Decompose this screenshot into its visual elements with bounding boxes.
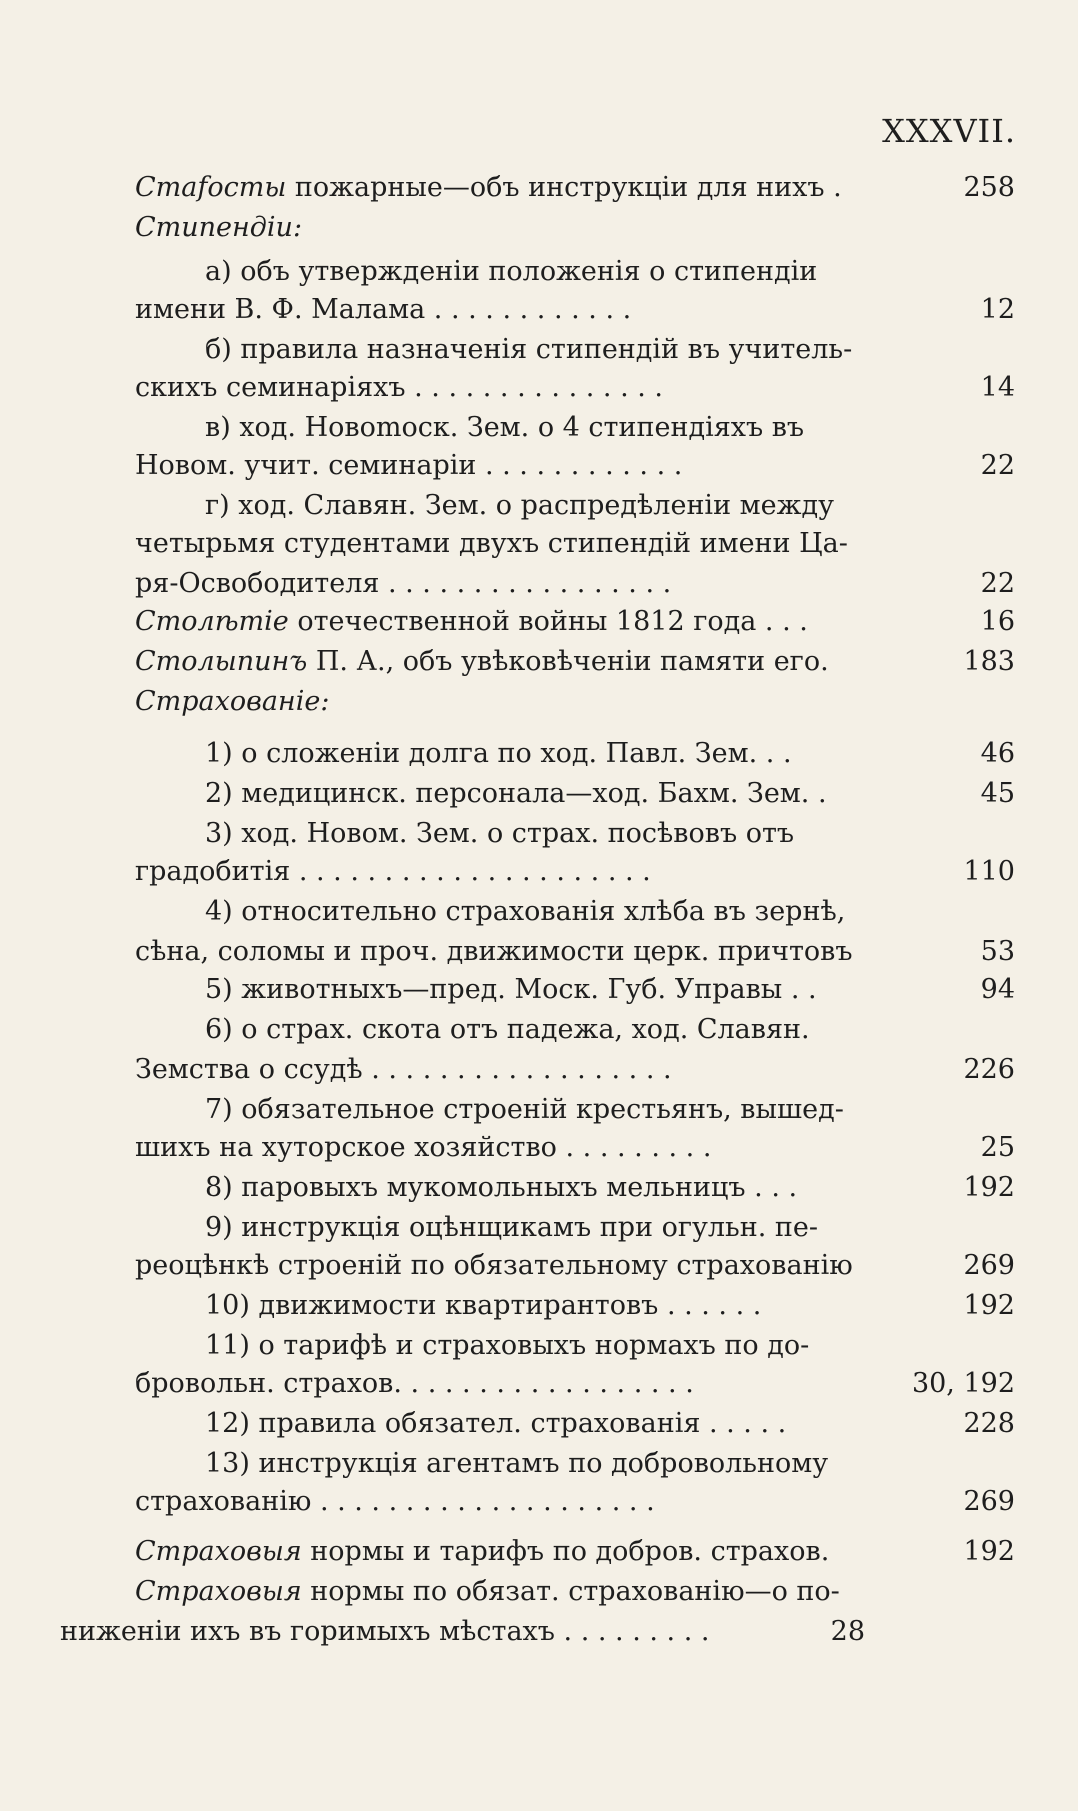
index-line-body: 6) о страх. скота отъ падежа, ход. Славян.: [205, 1014, 810, 1045]
index-line-body: ниженіи ихъ въ горимыхъ мѣстахъ . . . . . . . . .: [60, 1616, 710, 1647]
index-line-text: [205, 488, 834, 524]
index-line-body: бровольн. страхов. . . . . . . . . . . . . . . . . .: [135, 1368, 694, 1399]
index-line-body: градобитія . . . . . . . . . . . . . . . . . . . . .: [135, 856, 651, 887]
index-line-body: страхованію . . . . . . . . . . . . . . . . . . . .: [135, 1486, 655, 1517]
page-reference: 192: [963, 1536, 1015, 1567]
index-heading: Стипендіи:: [135, 212, 303, 243]
index-line-body: в) ход. Новоmоск. Зем. о 4 стипендіяхъ въ: [205, 412, 805, 443]
index-line: [135, 1248, 1015, 1284]
index-line-body: 10) движимости квартирантовъ . . . . . .: [205, 1290, 762, 1321]
index-line-text: [205, 736, 792, 772]
index-line-body: 2) медицинск. персонала—ход. Бахм. Зем. .: [205, 778, 827, 809]
index-line-text: [205, 1092, 844, 1128]
page-reference: 16: [980, 606, 1015, 637]
index-line-text: [205, 816, 794, 852]
index-line-body: скихъ семинаріяхъ . . . . . . . . . . . . . . .: [135, 372, 664, 403]
index-line: [135, 254, 1015, 290]
index-line-body: П. А., объ увѣковѣченіи памяти его.: [307, 646, 829, 677]
index-line: [135, 1170, 1015, 1206]
page-reference: 14: [980, 372, 1015, 403]
index-line-text: [135, 1248, 853, 1284]
index-line: [135, 1484, 1015, 1520]
index-line-text: [135, 1366, 694, 1402]
index-line-text: [135, 934, 853, 970]
index-line-body: сѣна, соломы и проч. движимости церк. причтовъ: [135, 936, 853, 967]
index-line-body: 8) паровыхъ мукомольныхъ мельницъ . . .: [205, 1172, 798, 1203]
index-line: [135, 448, 1015, 484]
index-line: [135, 210, 1015, 246]
index-line-body: пожарные—объ инструкціи для нихъ .: [286, 172, 842, 203]
index-line-body: Земства о ссудѣ . . . . . . . . . . . . . . . . . .: [135, 1054, 672, 1085]
index-line-text: [135, 210, 302, 246]
index-line: [60, 1614, 940, 1650]
index-line-text: [135, 448, 682, 484]
page-reference: 22: [980, 568, 1015, 599]
index-line: [135, 1328, 1015, 1364]
index-line: [135, 1288, 1015, 1324]
index-line-body: реоцѣнкѣ строеній по обязательному страхованію: [135, 1250, 853, 1281]
index-line: [135, 1012, 1015, 1048]
index-line: [135, 604, 1015, 640]
index-line-text: [135, 566, 671, 602]
index-line-text: [205, 894, 845, 930]
index-line: [135, 816, 1015, 852]
index-line-body: нормы и тарифъ по добров. страхов.: [301, 1536, 830, 1567]
index-line-text: [205, 1328, 809, 1364]
index-line-text: [205, 776, 827, 812]
index-line-text: [135, 854, 651, 890]
index-heading: Страховыя: [135, 1576, 302, 1607]
page-reference: 269: [963, 1486, 1015, 1517]
index-line: [135, 854, 1015, 890]
index-line-text: [205, 1012, 810, 1048]
index-line-body: б) правила назначенія стипендій въ учитель-: [205, 334, 853, 365]
index-line: [135, 1130, 1015, 1166]
index-line-text: [60, 1614, 709, 1650]
index-line: [135, 332, 1015, 368]
index-line-body: отечественной войны 1812 года . . .: [288, 606, 808, 637]
index-line: [135, 736, 1015, 772]
index-line-text: [205, 1170, 797, 1206]
index-line-text: [205, 254, 817, 290]
index-line: [135, 972, 1015, 1008]
index-line: [135, 934, 1015, 970]
index-line-body: г) ход. Славян. Зем. о распредѣленіи между: [205, 490, 834, 521]
index-heading: Страхованіе:: [135, 686, 330, 717]
page-reference: 226: [963, 1054, 1015, 1085]
index-line-text: [135, 292, 631, 328]
index-heading: Стаfосты: [135, 172, 287, 203]
page-reference: 53: [980, 936, 1015, 967]
page-reference: 30, 192: [911, 1368, 1015, 1399]
page-reference: 110: [963, 856, 1015, 887]
index-line: [135, 1052, 1015, 1088]
index-line: [135, 894, 1015, 930]
page-reference: 25: [980, 1132, 1015, 1163]
index-line: [135, 684, 1015, 720]
index-line-body: 7) обязательное строеній крестьянъ, вышед-: [205, 1094, 844, 1125]
page-reference: 183: [963, 646, 1015, 677]
index-line-body: 12) правила обязател. страхованія . . . . .: [205, 1408, 787, 1439]
index-line-body: 4) относительно страхованія хлѣба въ зернѣ,: [205, 896, 846, 927]
page-reference: 94: [980, 974, 1015, 1005]
index-line-body: Новом. учит. семинаріи . . . . . . . . . . . .: [135, 450, 683, 481]
index-line-text: [205, 1406, 786, 1442]
index-line: [135, 1210, 1015, 1246]
index-line: [135, 566, 1015, 602]
index-line: [135, 644, 1015, 680]
index-line-text: [135, 170, 842, 206]
index-line-body: а) объ утвержденіи положенія о стипендіи: [205, 256, 818, 287]
index-line: [135, 292, 1015, 328]
index-line: [135, 526, 1015, 562]
index-line-text: [135, 644, 829, 680]
page-reference: 28: [830, 1616, 865, 1647]
index-line-text: [135, 684, 329, 720]
index-line: [135, 488, 1015, 524]
index-line: [135, 1092, 1015, 1128]
index-line: [135, 170, 1015, 206]
page-reference: 258: [963, 172, 1015, 203]
index-line-body: шихъ на хуторское хозяйство . . . . . . . . .: [135, 1132, 712, 1163]
index-line-text: [135, 1052, 672, 1088]
page-reference: 192: [963, 1172, 1015, 1203]
index-line-text: [205, 972, 817, 1008]
index-heading: Столѣтіе: [135, 606, 289, 637]
page-reference: 22: [980, 450, 1015, 481]
index-line-body: 11) о тарифѣ и страховыхъ нормахъ по до-: [205, 1330, 810, 1361]
page-reference: 228: [963, 1408, 1015, 1439]
index-line-text: [135, 370, 663, 406]
index-line-body: имени В. Ф. Малама . . . . . . . . . . . .: [135, 294, 632, 325]
index-line-body: четырьмя студентами двухъ стипендій имени Ца-: [135, 528, 848, 559]
index-line-text: [205, 1446, 828, 1482]
index-line-body: ря-Освободителя . . . . . . . . . . . . . . . . .: [135, 568, 672, 599]
index-line-text: [135, 1574, 840, 1610]
index-line-text: [135, 604, 808, 640]
page-reference: 46: [980, 738, 1015, 769]
index-line-text: [205, 1288, 761, 1324]
index-heading: Страховыя: [135, 1536, 302, 1567]
index-line-body: 13) инструкція агентамъ по добровольному: [205, 1448, 829, 1479]
page-number: XXXVII.: [882, 112, 1016, 150]
page-reference: 12: [980, 294, 1015, 325]
index-line-text: [135, 1534, 829, 1570]
index-line-body: 5) животныхъ—пред. Моск. Губ. Управы . .: [205, 974, 817, 1005]
index-line-body: 1) о сложеніи долга по ход. Павл. Зем. . .: [205, 738, 792, 769]
index-line-text: [135, 1484, 655, 1520]
index-line: [135, 1574, 1015, 1610]
index-line-body: нормы по обязат. страхованію—о по-: [301, 1576, 840, 1607]
index-line-text: [205, 332, 852, 368]
page-reference: 269: [963, 1250, 1015, 1281]
index-line: [135, 776, 1015, 812]
page-reference: 192: [963, 1290, 1015, 1321]
index-line-text: [205, 410, 804, 446]
index-line-text: [135, 1130, 711, 1166]
index-heading: Столыпинъ: [135, 646, 308, 677]
index-line: [135, 1366, 1015, 1402]
index-line-text: [135, 526, 848, 562]
index-line-body: 3) ход. Новом. Зем. о страх. посѣвовъ отъ: [205, 818, 795, 849]
index-line: [135, 1406, 1015, 1442]
index-line: [135, 370, 1015, 406]
index-line: [135, 1534, 1015, 1570]
index-line-body: 9) инструкція оцѣнщикамъ при огульн. пе-: [205, 1212, 818, 1243]
index-line-text: [205, 1210, 818, 1246]
index-line: [135, 410, 1015, 446]
index-line: [135, 1446, 1015, 1482]
page-reference: 45: [980, 778, 1015, 809]
